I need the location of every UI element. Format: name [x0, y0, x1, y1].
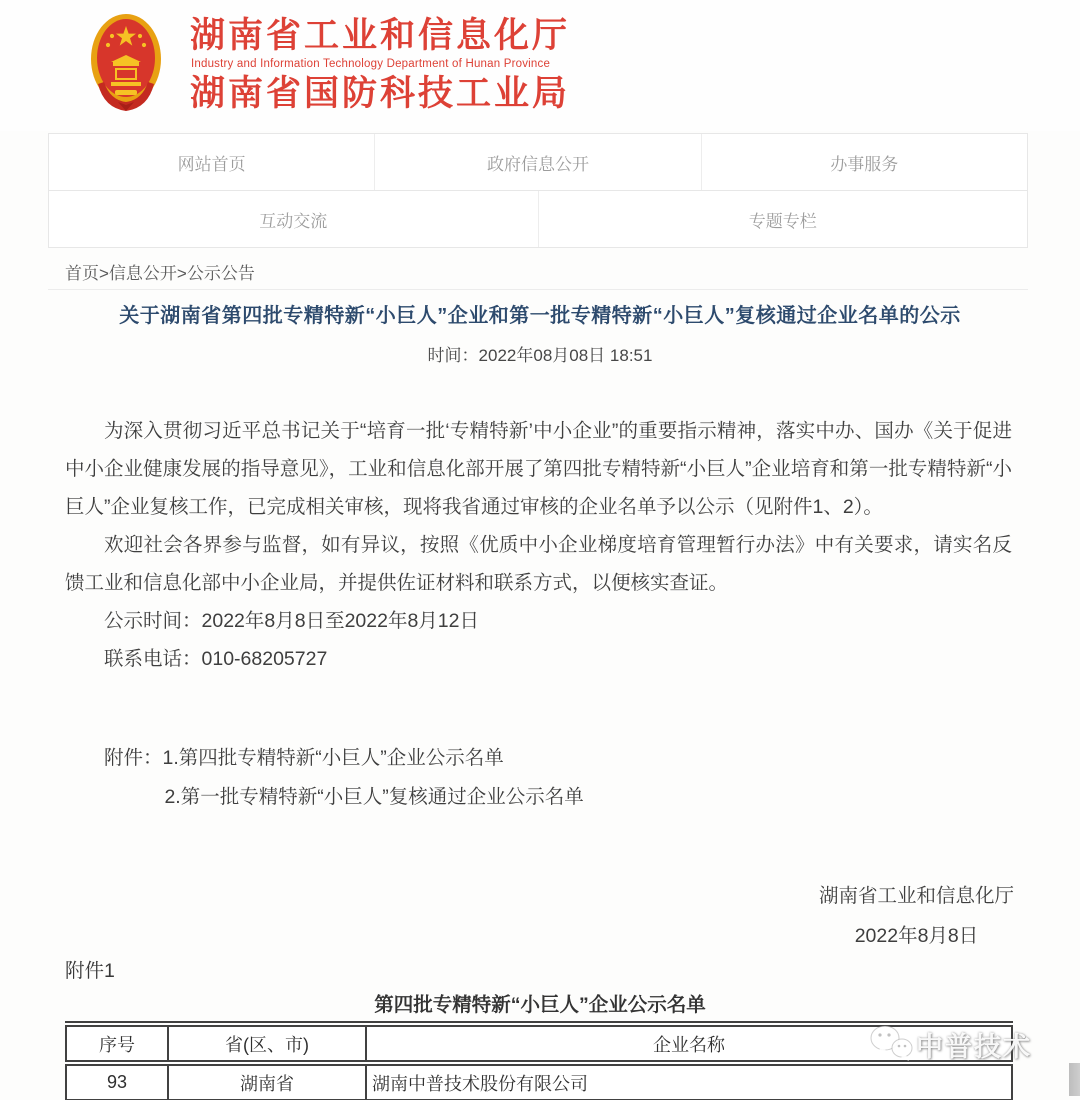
nav-item-services[interactable]: 办事服务: [830, 154, 899, 174]
org-name-cn: 湖南省工业和信息化厅: [190, 16, 571, 55]
nav-item-interaction[interactable]: 互动交流: [49, 191, 539, 247]
org-name2-cn: 湖南省国防科技工业局: [190, 74, 571, 113]
publish-time: 时间：2022年08月08日 18:51: [427, 346, 653, 365]
nav-item-home[interactable]: 网站首页: [49, 134, 375, 190]
cell-company: 湖南中普技术股份有限公司: [366, 1063, 1012, 1100]
org-title-block: [190, 16, 570, 114]
signer-name: 湖南省工业和信息化厅: [818, 885, 1014, 907]
header-company: 企业名称: [366, 1024, 1012, 1063]
contact-phone: 联系电话：010-68205727: [104, 648, 328, 670]
breadcrumb-divider: [48, 289, 1028, 290]
company-table: [65, 1021, 1013, 1100]
notice-period: 公示时间：2022年8月8日至2022年8月12日: [104, 610, 479, 632]
sign-date: 2022年8月8日: [854, 925, 979, 947]
annex-label: 附件1: [65, 960, 115, 982]
paragraph-2: 欢迎社会各界参与监督，如有异议，按照《优质中小企业梯度培育管理暂行办法》中有关要求，请实名反馈工业和信息化部中小企业局，并提供佐证材料和联系方式，以便核实查证。: [65, 534, 1012, 594]
nav-item-gov-info[interactable]: 政府信息公开: [375, 134, 701, 190]
attachment-2: 2.第一批专精特新“小巨人”复核通过企业公示名单: [164, 786, 584, 808]
nav-item-special-columns[interactable]: 专题专栏: [748, 211, 817, 231]
scrollbar-fragment[interactable]: [1069, 1063, 1080, 1096]
breadcrumb[interactable]: 首页>信息公开>公示公告: [65, 264, 255, 283]
watermark-text: 中普技术: [916, 1031, 1032, 1062]
header-seq: 序号: [66, 1024, 168, 1063]
header-province: 省(区、市): [168, 1024, 366, 1063]
main-nav: [48, 133, 1028, 248]
signature-block: [819, 876, 1014, 956]
national-emblem-icon: [88, 12, 164, 120]
attachment-1: 附件：1.第四批专精特新“小巨人”企业公示名单: [104, 747, 504, 769]
nav-row-2: [49, 191, 1027, 247]
annex-table-title: 第四批专精特新“小巨人”企业公示名单: [374, 994, 706, 1016]
attachments-list: [65, 739, 1012, 817]
article-body: [65, 412, 1012, 678]
paragraph-1: 为深入贯彻习近平总书记关于“培育一批‘专精特新’中小企业”的重要指示精神，落实中办、国办《关于促进中小企业健康发展的指导意见》，工业和信息化部开展了第四批专精特新“小巨人”企业培育和第一批专精特新“小巨人”企业复核工作，已完成相关审核，现将我省通过审核的企业名单予以公示（见附件1、2）。: [65, 420, 1012, 518]
table-row: [66, 1063, 1012, 1100]
page-title: 关于湖南省第四批专精特新“小巨人”企业和第一批专精特新“小巨人”复核通过企业名单的公示: [119, 305, 961, 327]
cell-seq: 93: [66, 1063, 168, 1100]
site-header: [0, 0, 1080, 131]
cell-province: 湖南省: [168, 1063, 366, 1100]
nav-row-1: [49, 134, 1027, 191]
table-header-row: [66, 1024, 1012, 1063]
org-name-en: Industry and Information Technology Department of Hunan Province: [191, 58, 551, 70]
